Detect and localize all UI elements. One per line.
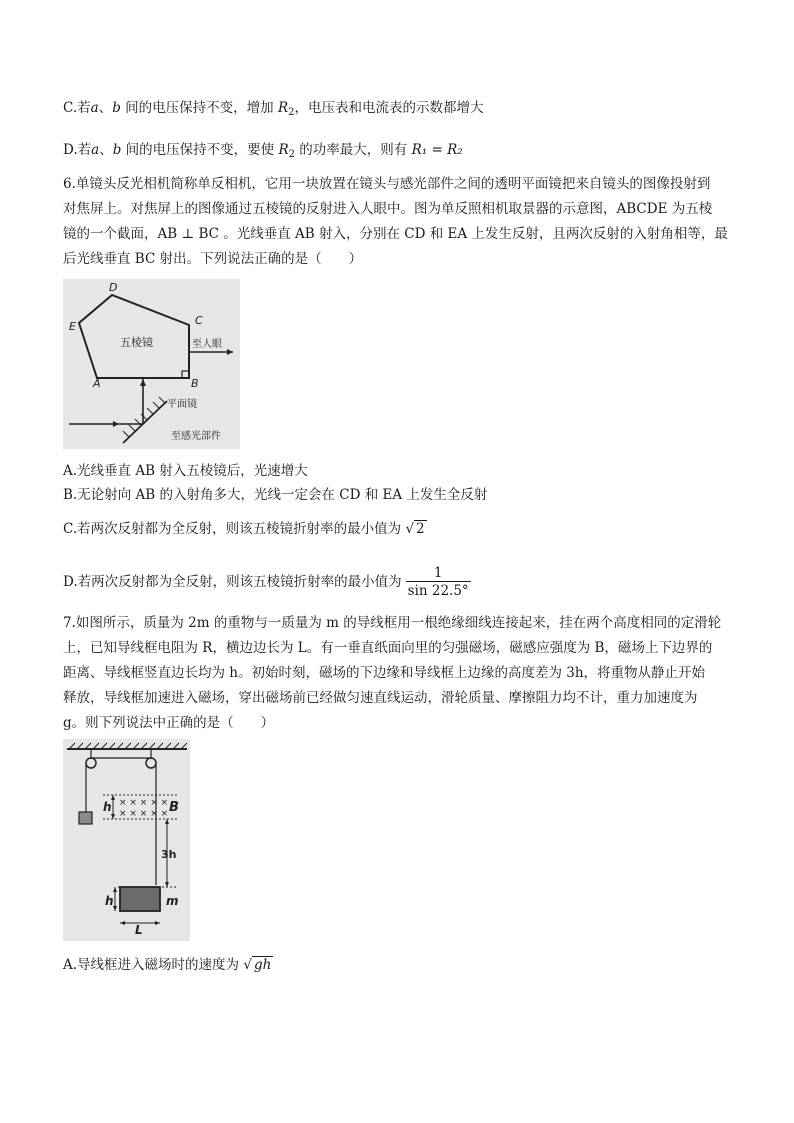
label-3h: 3h: [161, 848, 177, 861]
q6-option-c: C.若两次反射都为全反射，则该五棱镜折射率的最小值为 √ 2: [63, 521, 425, 537]
pentaprism-figure: [63, 279, 240, 449]
fraction-expression: $\frac{1}{\sin 22.5^\circ}$: [407, 565, 469, 599]
pulley-diagram: [63, 739, 190, 941]
label-eye: 至人眼: [192, 339, 222, 350]
field-crosses-row-1: × × × × ×: [119, 798, 169, 808]
label-a: A: [93, 377, 101, 390]
q7-line-4: 释放，导线框加速进入磁场，穿出磁场前已经做匀速直线运动，滑轮质量、摩擦阻力均不计，重力加速度为: [63, 690, 698, 706]
q7-option-a: A.导线框进入磁场时的速度为 √ gh: [63, 957, 272, 973]
q6-line-2: 对焦屏上。对焦屏上的图像通过五棱镜的反射进入人眼中。图为单反照相机取景器的示意图，ABCDE 为五棱: [63, 201, 713, 217]
field-crosses-row-2: × × × × ×: [119, 809, 169, 819]
pentaprism-diagram: [63, 279, 240, 449]
sqrt-expression-gh: √ gh: [243, 957, 272, 973]
label-prism: 五棱镜: [120, 336, 153, 349]
sqrt-expression: √ 2: [405, 521, 425, 537]
q7-line-1: 7.如图所示，质量为 2m 的重物与一质量为 m 的导线框用一根绝缘细线连接起来，挂在两个高度相同的定滑轮: [63, 615, 722, 631]
label-b-field: B: [169, 800, 179, 815]
label-c: C: [195, 314, 203, 327]
label-m: m: [166, 894, 179, 908]
label-mirror: 平面镜: [167, 399, 197, 410]
pulley-magnetic-field-figure: [63, 739, 190, 941]
option-d-q5: D.若a、b 间的电压保持不变，要使 $R_2$ 的功率最大，则有 R₁ = R₂: [63, 142, 463, 160]
question-6-stem: [63, 172, 733, 272]
q6-option-a: A.光线垂直 AB 射入五棱镜后，光速增大: [63, 463, 308, 479]
q6-line-3: 镜的一个截面，AB ⊥ BC 。光线垂直 AB 射入，分别在 CD 和 EA 上发生反射，且两次反射的入射角相等，最: [63, 226, 728, 242]
q7-line-5: g。则下列说法中正确的是（ ）: [63, 715, 275, 731]
q6-option-b: B.无论射向 AB 的入射角多大，光线一定会在 CD 和 EA 上发生全反射: [63, 487, 488, 503]
label-h-field: h: [103, 800, 112, 814]
q6-option-d: D.若两次反射都为全反射，则该五棱镜折射率的最小值为 $\frac{1}{\sin 22.5^\circ}$: [63, 565, 469, 599]
option-c-q5: C.若a、b 间的电压保持不变，增加 $R_2$，电压表和电流表的示数都增大: [63, 100, 484, 118]
q6-line-4: 后光线垂直 BC 射出。下列说法正确的是（ ）: [63, 251, 363, 267]
q7-line-2: 上，已知导线框电阻为 R，横边边长为 L。有一垂直纸面向里的匀强磁场，磁感应强度为 B，磁场上下边界的: [63, 640, 713, 656]
q6-line-1: 6.单镜头反光相机简称单反相机，它用一块放置在镜头与感光部件之间的透明平面镜把来自镜头的图像投射到: [63, 176, 711, 192]
label-sensor: 至感光部件: [171, 431, 221, 442]
label-b: B: [191, 377, 199, 390]
label-e: E: [69, 320, 76, 333]
label-h-frame: h: [105, 894, 114, 908]
label-d: D: [109, 281, 118, 294]
q7-line-3: 距离、导线框竖直边长均为 h。初始时刻，磁场的下边缘和导线框上边缘的高度差为 3h，将重物从静止开始: [63, 665, 706, 681]
label-l: L: [135, 923, 143, 937]
question-7-stem: [63, 611, 733, 736]
